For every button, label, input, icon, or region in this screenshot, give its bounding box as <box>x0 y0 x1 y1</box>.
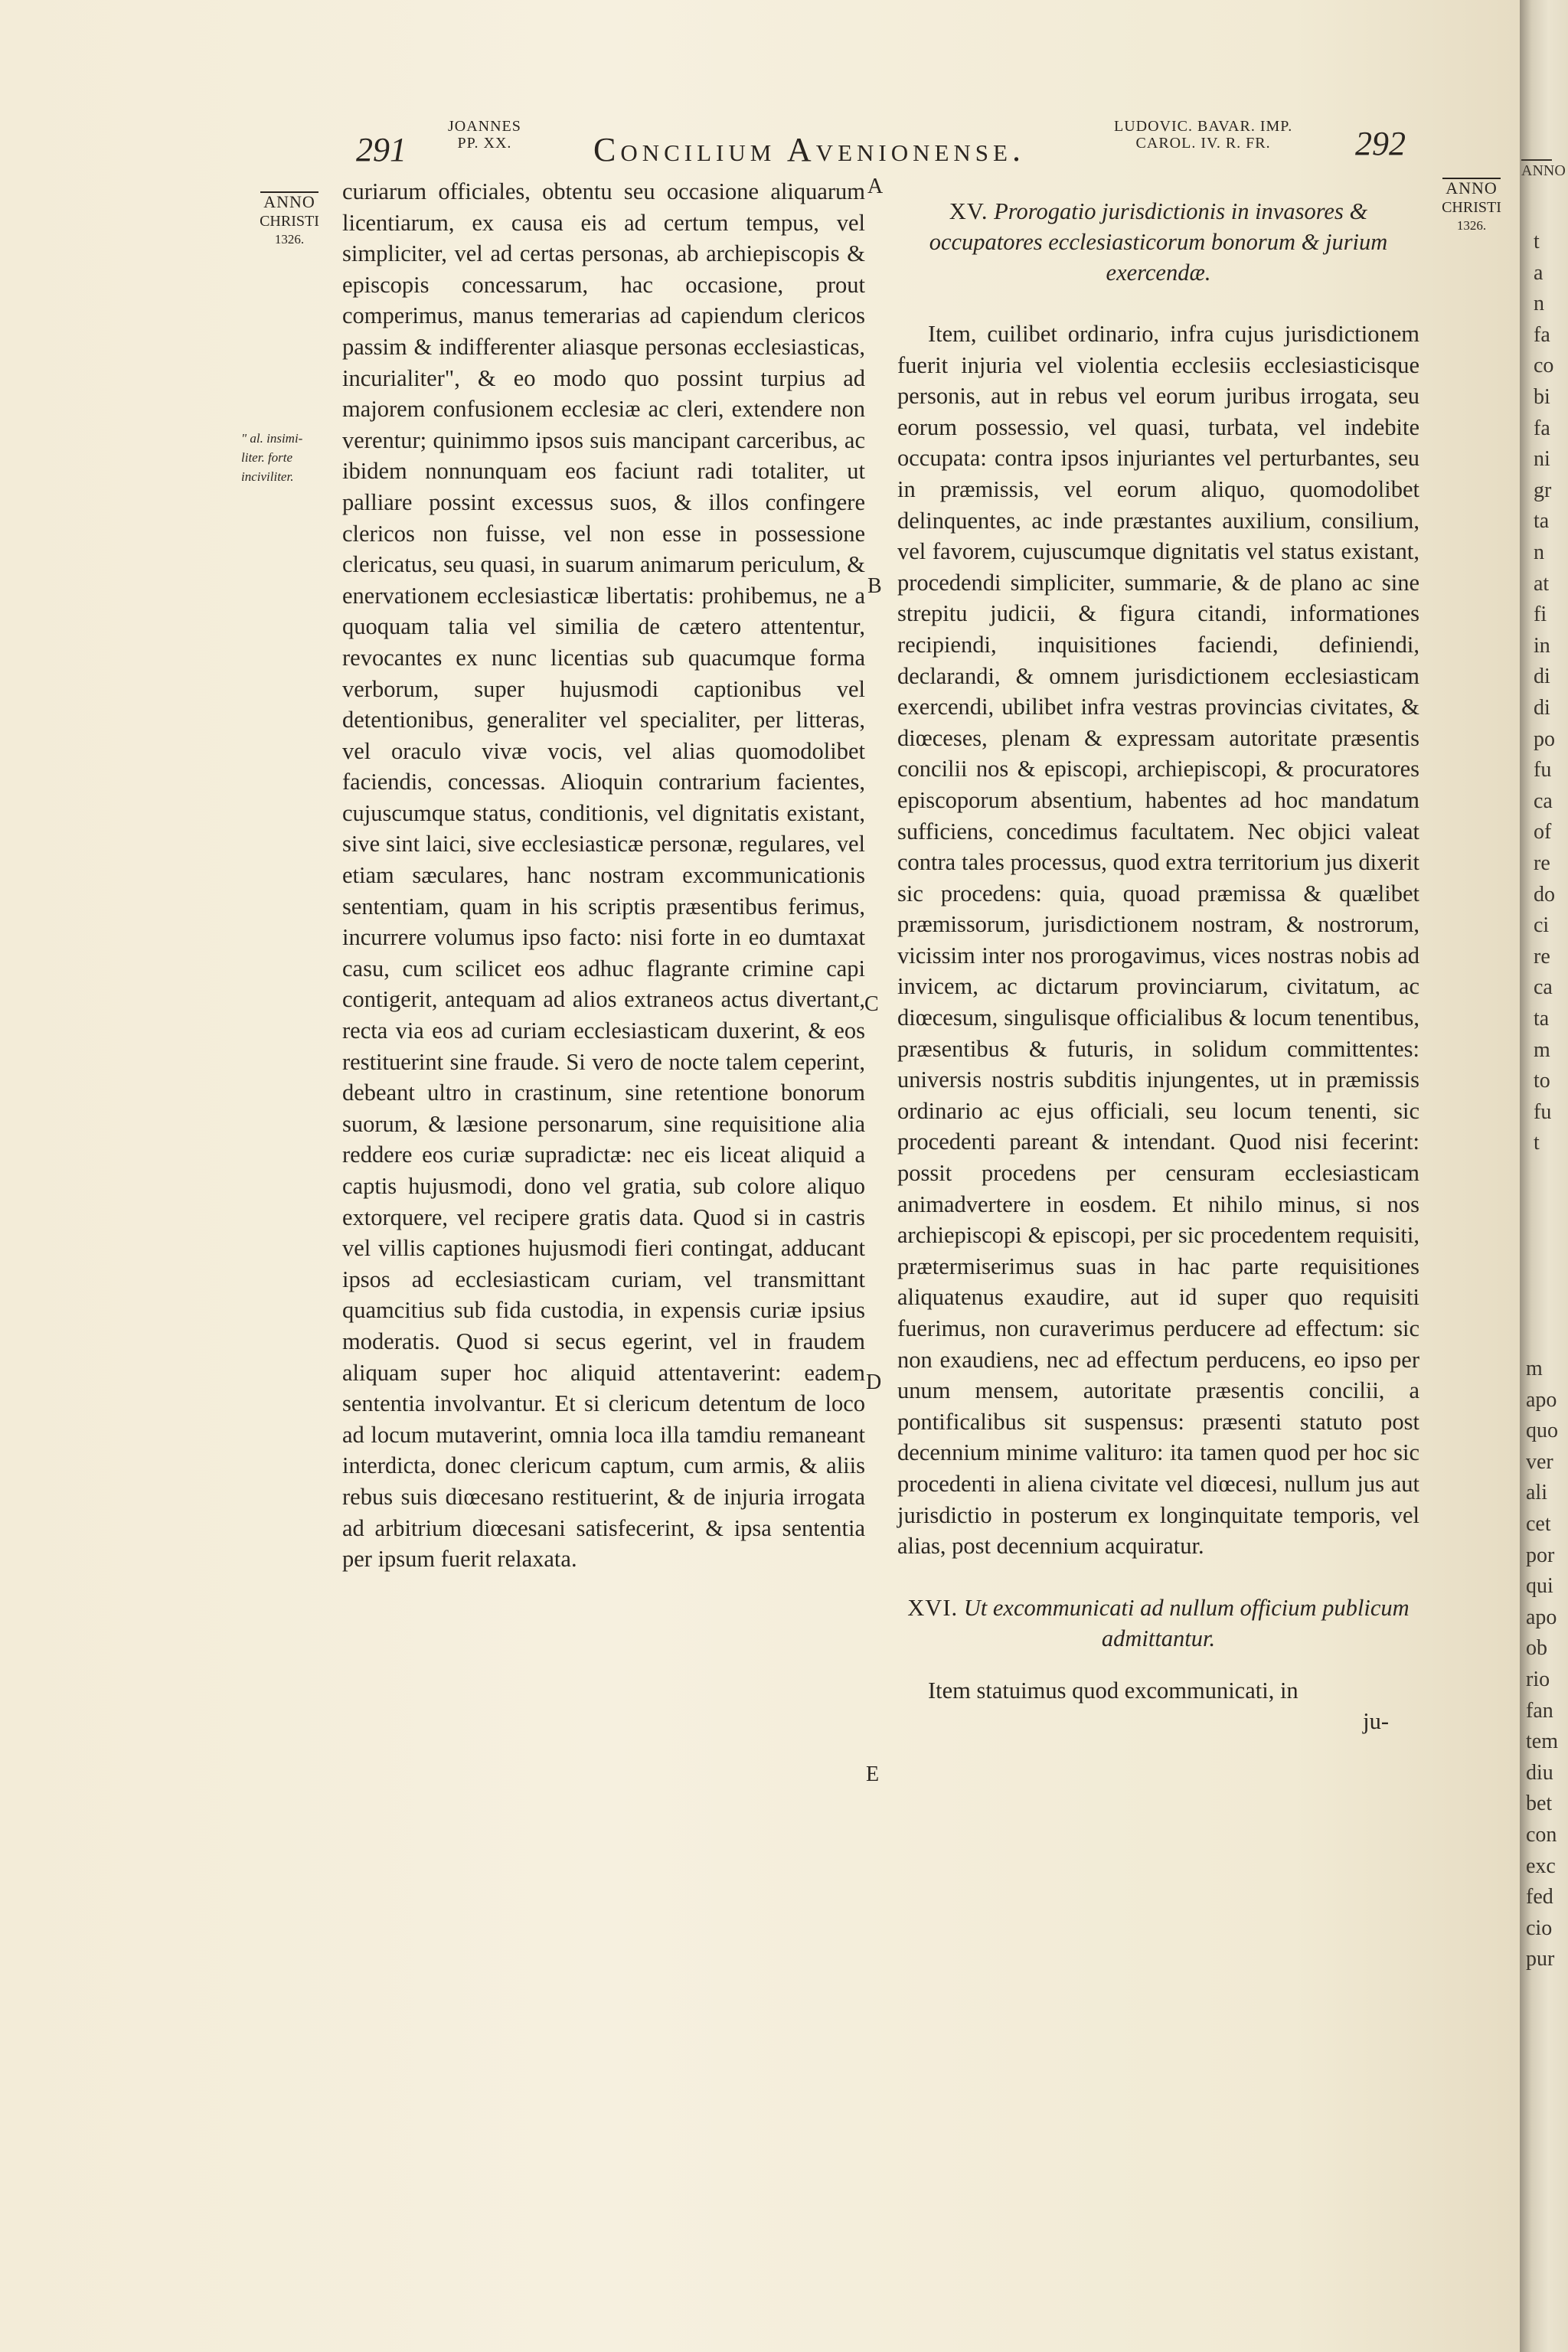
anno-christi-right <box>1426 178 1517 235</box>
anno-year: 1326. <box>1456 218 1487 233</box>
anno-word: ANNO <box>260 191 318 211</box>
next-page-fragment: cet <box>1526 1512 1551 1536</box>
next-page-fragment: m <box>1534 1037 1550 1062</box>
next-page-fragment: a <box>1534 260 1544 285</box>
next-page-edge <box>1520 0 1568 2352</box>
next-page-fragment: n <box>1534 541 1544 564</box>
header-pope-label <box>448 118 521 152</box>
christi-word: CHRISTI <box>1442 199 1501 216</box>
next-page-fragment: n <box>1534 292 1544 316</box>
right-text-column <box>897 196 1419 1737</box>
header-emperor: LUDOVIC. BAVAR. IMP. <box>1114 118 1293 135</box>
next-page-fragment: fi <box>1534 603 1547 627</box>
page-number-right: 292 <box>1355 125 1406 162</box>
next-page-fragment: di <box>1534 696 1550 720</box>
next-page-fragment: apo <box>1526 1387 1557 1412</box>
anno-word: ANNO <box>1442 178 1501 198</box>
catchword: ju- <box>1363 1708 1389 1735</box>
header-king: CAROL. IV. R. FR. <box>1135 135 1271 152</box>
section-letter-c: C <box>864 992 879 1016</box>
header-rulers-label <box>1114 118 1292 152</box>
next-page-fragment: to <box>1534 1069 1550 1093</box>
next-page-fragment: t <box>1534 1131 1540 1155</box>
next-page-fragment: at <box>1534 571 1550 596</box>
next-page-fragment: ca <box>1534 975 1553 1000</box>
section-15-number: XV. <box>949 198 988 224</box>
next-page-fragment: bet <box>1526 1792 1553 1816</box>
next-page-fragment: ali <box>1526 1481 1547 1505</box>
section-letter-e: E <box>866 1762 880 1786</box>
next-page-anno <box>1521 159 1566 180</box>
next-page-fragment: m <box>1526 1357 1543 1380</box>
variant-line: liter. forte <box>241 450 293 465</box>
next-page-fragment: ver <box>1526 1449 1553 1474</box>
next-page-fragment: apo <box>1526 1605 1557 1629</box>
next-page-fragment: quo <box>1526 1419 1558 1443</box>
next-page-fragment: do <box>1534 882 1555 906</box>
next-page-fragment: ni <box>1534 447 1550 472</box>
section-letter-a: A <box>867 175 884 198</box>
next-page-fragment: exc <box>1526 1854 1556 1878</box>
page-number-left: 291 <box>356 131 407 168</box>
section-16-paragraph: Item statuimus quod excommunicati, in <box>928 1677 1298 1704</box>
next-page-fragment: rio <box>1526 1668 1550 1691</box>
variant-line: " al. insimi- <box>241 431 303 446</box>
next-page-fragment: con <box>1526 1823 1557 1847</box>
anno-year: 1326. <box>274 232 305 247</box>
section-letter-b: B <box>867 574 882 598</box>
next-page-fragment: diu <box>1526 1760 1553 1785</box>
section-15-heading <box>897 196 1419 288</box>
next-page-fragment: fa <box>1534 416 1550 440</box>
left-column-paragraph: curiarum officiales, obtentu seu occasione aliquarum licentiarum, ex causa eis ad certum tempus, vel simpliciter, vel ad certas personas, ab archiepiscopis & episcopis concessarum, hac occasione, prout comperimus, manus temerarias ad capiendum clericos passim & indifferenter aliasque personas ecclesiasticas, incurialiter", & eo modo quo possint turpius ad majorem confusionem ecclesiæ ac cleri, extendere non verentur; quinimmo ipsos suis mancipant carceribus, ac ibidem nonnunquam eos faciunt radi totaliter, ut palliare possint excessus suos, & illos confingere clericos non fuisse, vel non esse in possessione clericatus, seu quasi, in suarum animarum periculum, & enervationem ecclesiasticæ libertatis: prohibemus, ne a quoquam talia vel similia de cætero attententur, revocantes ex nunc licentias sub quacumque forma verborum, super hujusmodi captionibus vel detentionibus, generaliter vel specialiter, per litteras, vel oraculo vivæ vocis, vel alias quomodolibet faciendis, concessas. Alioquin contrarium facientes, cujuscumque status, conditionis, vel dignitatis existant, sive sint laici, sive ecclesiasticæ personæ, regulares, vel etiam sæculares, hanc nostram excommunicationis sententiam, quam in his scriptis præsentibus ferimus, incurrere volumus ipso facto: nisi forte in eo dumtaxat casu, cum scilicet eos adhuc flagrante crimine capi contigerit, antequam ad alios extraneos actus divertant, recta via eos ad curiam ecclesiasticam duxerint, & eos restituerint sine fraude. Si vero de nocte talem ceperint, debeant ultro in crastinum, sine retentione bonorum suorum, & læsione personarum, sine requisitione alia reddere eos curiæ supradictæ: nec eis liceat aliquid a captis hujusmodi, dono vel gratia, sub colore aliquo extorquere, vel recipere gratis data. Quod si in castris vel villis captiones hujusmodi fieri contingat, adducant ipsos ad ecclesiasticam curiam, vel transmittant quamcitius sub fida custodia, in expensis curiæ ipsius moderatis. Quod si secus egerint, vel in fraudem aliquam super hoc aliquid attentaverint: eadem sententia involvantur. Et si clericum detentum de loco ad locum mutaverint, omnia loca illa tamdiu remaneant interdicta, donec clericum captum, cum armis, & aliis rebus suis diœcesano restituerint, & de injuria irrogata ad arbitrium diœcesani satisfecerint, & ipsa sententia per ipsum fuerit relaxata. <box>342 178 865 1573</box>
running-title: Concilium Avenionense. <box>593 131 1025 168</box>
next-page-fragment: of <box>1534 820 1552 844</box>
next-page-fragment: ob <box>1526 1636 1547 1661</box>
next-page-fragment: bi <box>1534 385 1550 409</box>
next-page-fragment: co <box>1534 354 1554 378</box>
christi-word: CHRISTI <box>260 213 319 230</box>
next-page-fragment: tem <box>1526 1730 1558 1754</box>
variant-line: inciviliter. <box>241 469 294 484</box>
section-16-heading <box>897 1592 1419 1654</box>
section-15-title: Prorogatio jurisdictionis in invasores & occupatores ecclesiasticorum bonorum & jurium exercendæ. <box>929 198 1388 286</box>
next-page-fragment: fan <box>1526 1698 1553 1723</box>
next-page-fragment: re <box>1534 944 1550 969</box>
next-page-fragment: di <box>1534 665 1550 689</box>
section-letter-d: D <box>866 1370 882 1394</box>
next-page-fragment: qui <box>1526 1574 1553 1599</box>
next-page-fragment: t <box>1534 230 1540 253</box>
anno-christi-left <box>243 191 335 249</box>
next-page-fragment: cio <box>1526 1916 1553 1940</box>
section-15-paragraph: Item, cuilibet ordinario, infra cujus jurisdictionem fuerit injuria vel violentia ecclesiis ecclesiasticisque personis, aut in rebus vel eorum juribus irrogata, seu eorum possessio, vel quasi, turbata, vel indebite occupata: contra ipsos injuriantes vel perturbantes, seu in præmissis, vel eorum aliquo, quomodolibet delinquentes, ac inde præstantes auxilium, consilium, vel favorem, cujuscumque dignitatis vel status existant, procedendi simpliciter, summarie, & de plano ac sine strepitu judicii, & figura citandi, informationes recipiendi, inquisitiones faciendi, definiendi, declarandi, & omnem jurisdictionem ecclesiasticam exercendi, ubilibet infra vestras provincias civitates, & diœceses, plenam & expressam autoritate præsentis concilii nos & episcopi, archiepiscopi, & procuratores episcoporum absentium, habentes ad hoc mandatum sufficiens, concedimus facultatem. Nec objici valeat contra tales processus, quod extra territorium jus dixerit sic procedens: quia, quoad præmissa & quælibet præmissorum, jurisdictionem nostram, & nostrorum, vicissim inter nos prorogavimus, vices nostras nobis ad invicem, ac dictarum provinciarum, civitatum, ac diœcesum, singulisque officialibus & locum tenentibus, præsentibus & futuris, in solidum committentes: universis nostris subditis injungentes, ut in præmissis ordinario ac ejus officiali, seu locum tenenti, sic procedenti pareant & intendant. Quod nisi fecerint: possit procedens per censuram ecclesiasticam animadvertere in eosdem. Et nihilo minus, si nos archiepiscopi & episcopi, per sic procedentem requisiti, prætermiserimus suas in hac parte requisitiones aliquatenus exaudire, aut id super quo requisiti fuerimus, non curaverimus perducere ad effectum: sic non exaudiens, nec ad effectum perducens, eo ipso per unum mensem, autoritate præsentis concilii, a pontificalibus sit suspensus: præsenti statuto post decennium minime valituro: ita tamen quod per hoc sic procedenti in aliena civitate vel diœcesi, nullum jus aut jurisdictio in posterum ex longinquitate temporis, vel alias, post decennium acquiratur. <box>897 321 1419 1560</box>
next-page-fragment: fu <box>1534 758 1552 782</box>
header-pope-number: PP. XX. <box>457 135 512 152</box>
next-page-fragment: por <box>1526 1543 1555 1567</box>
anno-word: ANNO <box>1521 162 1566 179</box>
next-page-fragment: fu <box>1534 1099 1552 1124</box>
next-page-fragment: fed <box>1526 1885 1553 1909</box>
next-page-fragment: ci <box>1534 913 1550 938</box>
page-header <box>0 115 1520 168</box>
next-page-fragment: pur <box>1526 1947 1555 1971</box>
next-page-fragment: re <box>1534 851 1550 875</box>
next-page-fragment: fa <box>1534 322 1550 347</box>
left-text-column <box>342 176 865 1575</box>
next-page-fragment: ta <box>1534 509 1550 534</box>
section-16-title: Ut excommunicati ad nullum officium publicum admittantur. <box>963 1594 1410 1651</box>
next-page-fragment: ca <box>1534 789 1553 813</box>
header-pope-name: JOANNES <box>448 118 521 135</box>
next-page-fragment: in <box>1534 633 1550 658</box>
next-page-fragment: gr <box>1534 478 1552 502</box>
variant-reading-note <box>241 429 333 486</box>
next-page-fragment: po <box>1534 727 1555 751</box>
next-page-fragment: ta <box>1534 1007 1550 1031</box>
section-16-number: XVI. <box>907 1594 959 1621</box>
